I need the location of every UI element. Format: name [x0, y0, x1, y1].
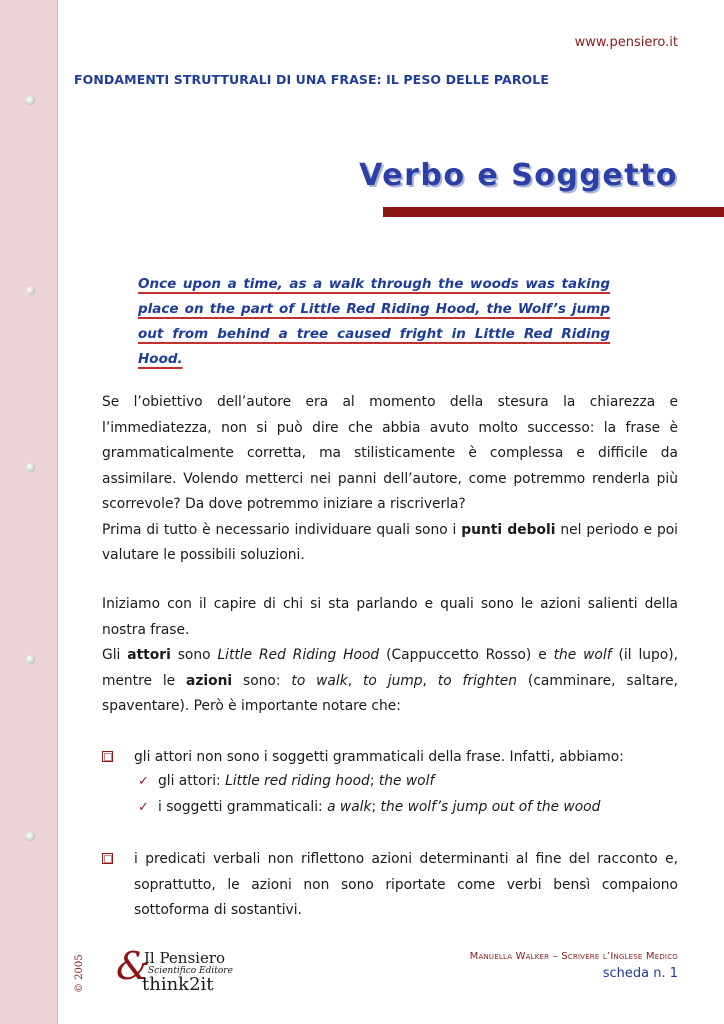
- sub-list-item: [138, 795, 600, 821]
- subject-heading: FONDAMENTI STRUTTURALI DI UNA FRASE: IL PESO DELLE PAROLE: [74, 72, 549, 87]
- copyright-notice: © 2005: [74, 954, 85, 993]
- sheet-number: scheda n. 1: [602, 966, 678, 981]
- check-icon: ✓: [138, 800, 149, 815]
- action-frighten: to frighten: [437, 672, 518, 689]
- sub-list-item: [138, 769, 434, 795]
- paragraph-1-line2: Prima di tutto è necessario individuare quali sono i: [102, 521, 462, 538]
- example-quote: [138, 272, 610, 372]
- title-underline-bar: [383, 207, 724, 217]
- sub-list-value: the wolf’s jump out of the wood: [380, 799, 601, 815]
- actions-text: (camminare, saltare, spaventare). Però è importante notare che:: [102, 672, 678, 714]
- check-icon: ✓: [138, 774, 149, 789]
- publisher-logo-brand: think2it: [142, 974, 214, 995]
- sub-list-value: Little red riding hood: [225, 773, 370, 789]
- actor-red-riding-hood: Little Red Riding Hood: [217, 647, 380, 663]
- actors-text: Gli: [102, 647, 128, 663]
- actors-text: (il lupo), mentre le: [102, 647, 678, 689]
- publisher-logo-subtitle: Scientifico Editore: [148, 966, 233, 976]
- sub-list-value: the wolf: [378, 773, 435, 789]
- punch-hole: [26, 463, 35, 472]
- punch-hole: [26, 286, 35, 295]
- list-item-text: gli attori non sono i soggetti grammaticali della frase. Infatti, abbiamo:: [134, 749, 624, 765]
- actor-wolf: the wolf: [553, 647, 612, 663]
- actors-text: sono: [170, 647, 218, 663]
- checkbox-bullet-icon: [102, 751, 113, 762]
- actions-text: sono:: [232, 672, 292, 689]
- action-jump: to jump: [363, 672, 423, 689]
- list-item: [102, 847, 678, 924]
- punch-hole: [26, 655, 35, 664]
- website-link[interactable]: www.pensiero.it: [574, 35, 678, 50]
- list-item: [102, 745, 678, 771]
- sub-list-separator: ;: [371, 799, 381, 815]
- actors-term: attori: [127, 647, 171, 663]
- actions-term: azioni: [186, 672, 233, 689]
- paragraph-1: [102, 390, 678, 569]
- page-title: Verbo e Soggetto: [359, 158, 678, 193]
- author-credit: Manuella Walker – Scrivere l’Inglese Medico: [469, 951, 678, 962]
- actions-separator: ,: [422, 672, 438, 689]
- sub-list-label: gli attori:: [158, 773, 226, 789]
- punch-hole: [26, 832, 35, 841]
- actions-separator: ,: [347, 672, 363, 689]
- paragraph-2-intro: Iniziamo con il capire di chi si sta parlando e quali sono le azioni salienti della nostra frase.: [102, 596, 678, 638]
- sub-list-label: i soggetti grammaticali:: [158, 799, 328, 815]
- paragraph-2: [102, 592, 678, 720]
- binder-margin: [0, 0, 58, 1024]
- list-item-text: i predicati verbali non riflettono azioni determinanti al fine del racconto e, soprattutto, le azioni non sono riportate come verbi bensì compaiono sottoforma di sostantivi.: [134, 851, 678, 918]
- paragraph-1-intro: Se l’obiettivo dell’autore era al momento della stesura la chiarezza e l’immediatezza, non si può dire che abbia avuto molto successo: la frase è grammaticalmente corretta, ma stilisticamente è complessa e difficile da assimilare. Volendo metterci nei panni dell’autore, come potremmo renderla più scorrevole? Da dove potremmo iniziare a riscriverla?: [102, 394, 678, 512]
- quote-text: Once upon a time, as a walk through the woods was taking place on the part of Little Red Riding Hood, the Wolf’s jump out from behind a tree caused fright in Little Red Riding Hood.: [138, 276, 610, 367]
- ampersand-logo-icon: &: [116, 944, 150, 988]
- punch-hole: [26, 96, 35, 105]
- sub-list-value: a walk: [327, 799, 372, 815]
- action-walk: to walk: [291, 672, 348, 689]
- paragraph-1-line2-end: nel periodo e poi valutare le possibili soluzioni.: [102, 521, 679, 563]
- weak-points-term: punti deboli: [461, 521, 556, 538]
- publisher-logo-name: Il Pensiero: [144, 949, 226, 967]
- sub-list-separator: ;: [369, 773, 379, 789]
- actors-text: (Cappuccetto Rosso) e: [379, 647, 554, 663]
- checkbox-bullet-icon: [102, 853, 113, 864]
